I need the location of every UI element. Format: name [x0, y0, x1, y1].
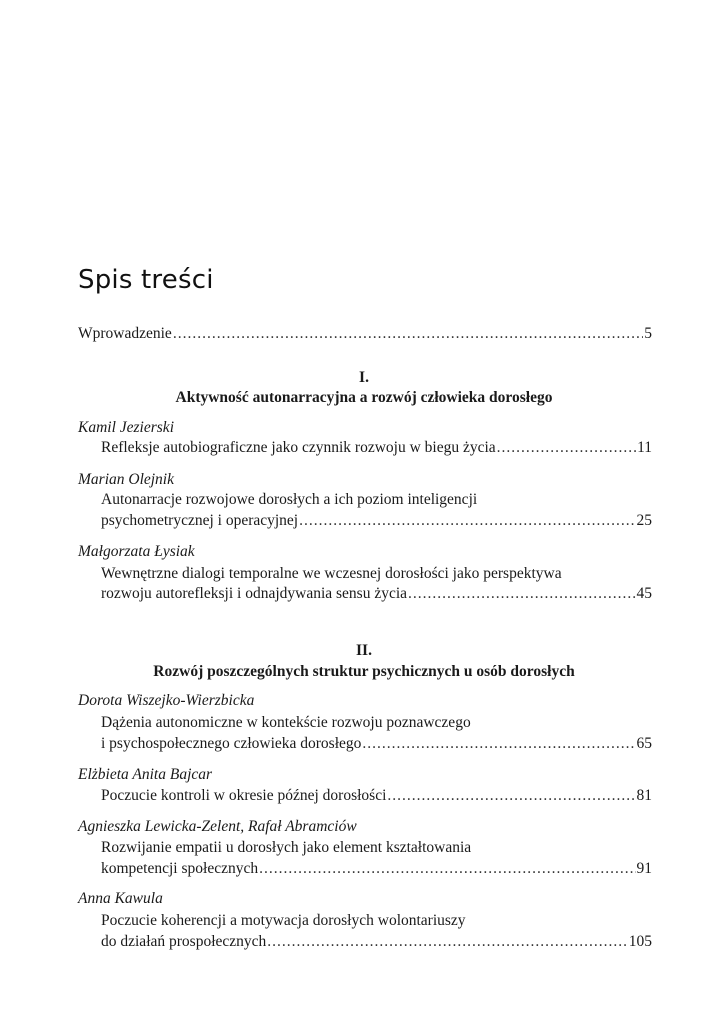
toc-entry[interactable] [101, 733, 652, 754]
dot-leader [362, 733, 635, 754]
dot-leader [408, 583, 635, 604]
dot-leader [299, 510, 635, 531]
toc-author: Marian Olejnik [78, 471, 174, 488]
toc-author: Elżbieta Anita Bajcar [78, 766, 213, 783]
toc-entry[interactable] [101, 931, 652, 952]
toc-entry-title[interactable]: Autonarracje rozwojowe dorosłych a ich poziom inteligencji [101, 491, 478, 508]
toc-entry-title: i psychospołecznego człowieka dorosłego [101, 735, 362, 752]
toc-author: Dorota Wiszejko-Wierzbicka [78, 692, 255, 709]
toc-author: Anna Kawula [78, 890, 163, 907]
dot-leader [173, 323, 643, 344]
page-title: Spis treści [78, 265, 214, 296]
part-title: Aktywność autonarracyjna a rozwój człowieka dorosłego [175, 389, 553, 406]
toc-page-number: 11 [637, 439, 652, 456]
toc-page-number: 5 [644, 325, 652, 342]
toc-page-number: 65 [636, 735, 652, 752]
part-number: II. [356, 642, 372, 659]
part-number: I. [359, 369, 369, 386]
dot-leader [259, 858, 635, 879]
toc-page-number: 91 [636, 860, 652, 877]
toc-entry-title: Refleksje autobiograficzne jako czynnik rozwoju w biegu życia [101, 439, 496, 456]
toc-entry[interactable] [101, 858, 652, 879]
toc-page-number: 45 [636, 585, 652, 602]
dot-leader [497, 437, 636, 458]
toc-entry-intro[interactable] [78, 323, 652, 344]
dot-leader [387, 785, 635, 806]
toc-author: Małgorzata Łysiak [78, 543, 195, 560]
toc-author: Agnieszka Lewicka-Zelent, Rafał Abramciów [78, 818, 357, 835]
toc-entry-title: rozwoju autorefleksji i odnajdywania sensu życia [101, 585, 408, 602]
toc-entry-title: kompetencji społecznych [101, 860, 259, 877]
toc-entry[interactable] [101, 437, 652, 458]
toc-entry[interactable] [101, 583, 652, 604]
toc-page-number: 105 [628, 933, 652, 950]
toc-entry-title: psychometrycznej i operacyjnej [101, 512, 299, 529]
toc-entry-title[interactable]: Rozwijanie empatii u dorosłych jako element kształtowania [101, 839, 472, 856]
toc-entry-title[interactable]: Wewnętrzne dialogi temporalne we wczesnej dorosłości jako perspektywa [101, 565, 562, 582]
toc-entry-title: do działań prospołecznych [101, 933, 267, 950]
part-title: Rozwój poszczególnych struktur psychicznych u osób dorosłych [153, 663, 575, 680]
toc-entry-title: Wprowadzenie [78, 325, 172, 342]
dot-leader [267, 931, 627, 952]
toc-entry-title[interactable]: Dążenia autonomiczne w kontekście rozwoju poznawczego [101, 714, 471, 731]
toc-page-number: 25 [636, 512, 652, 529]
toc-page-number: 81 [636, 787, 652, 804]
toc-entry-title[interactable]: Poczucie koherencji a motywacja dorosłych wolontariuszy [101, 912, 466, 929]
toc-entry-title: Poczucie kontroli w okresie późnej dorosłości [101, 787, 387, 804]
toc-entry[interactable] [101, 785, 652, 806]
toc-author: Kamil Jezierski [78, 419, 174, 436]
toc-entry[interactable] [101, 510, 652, 531]
